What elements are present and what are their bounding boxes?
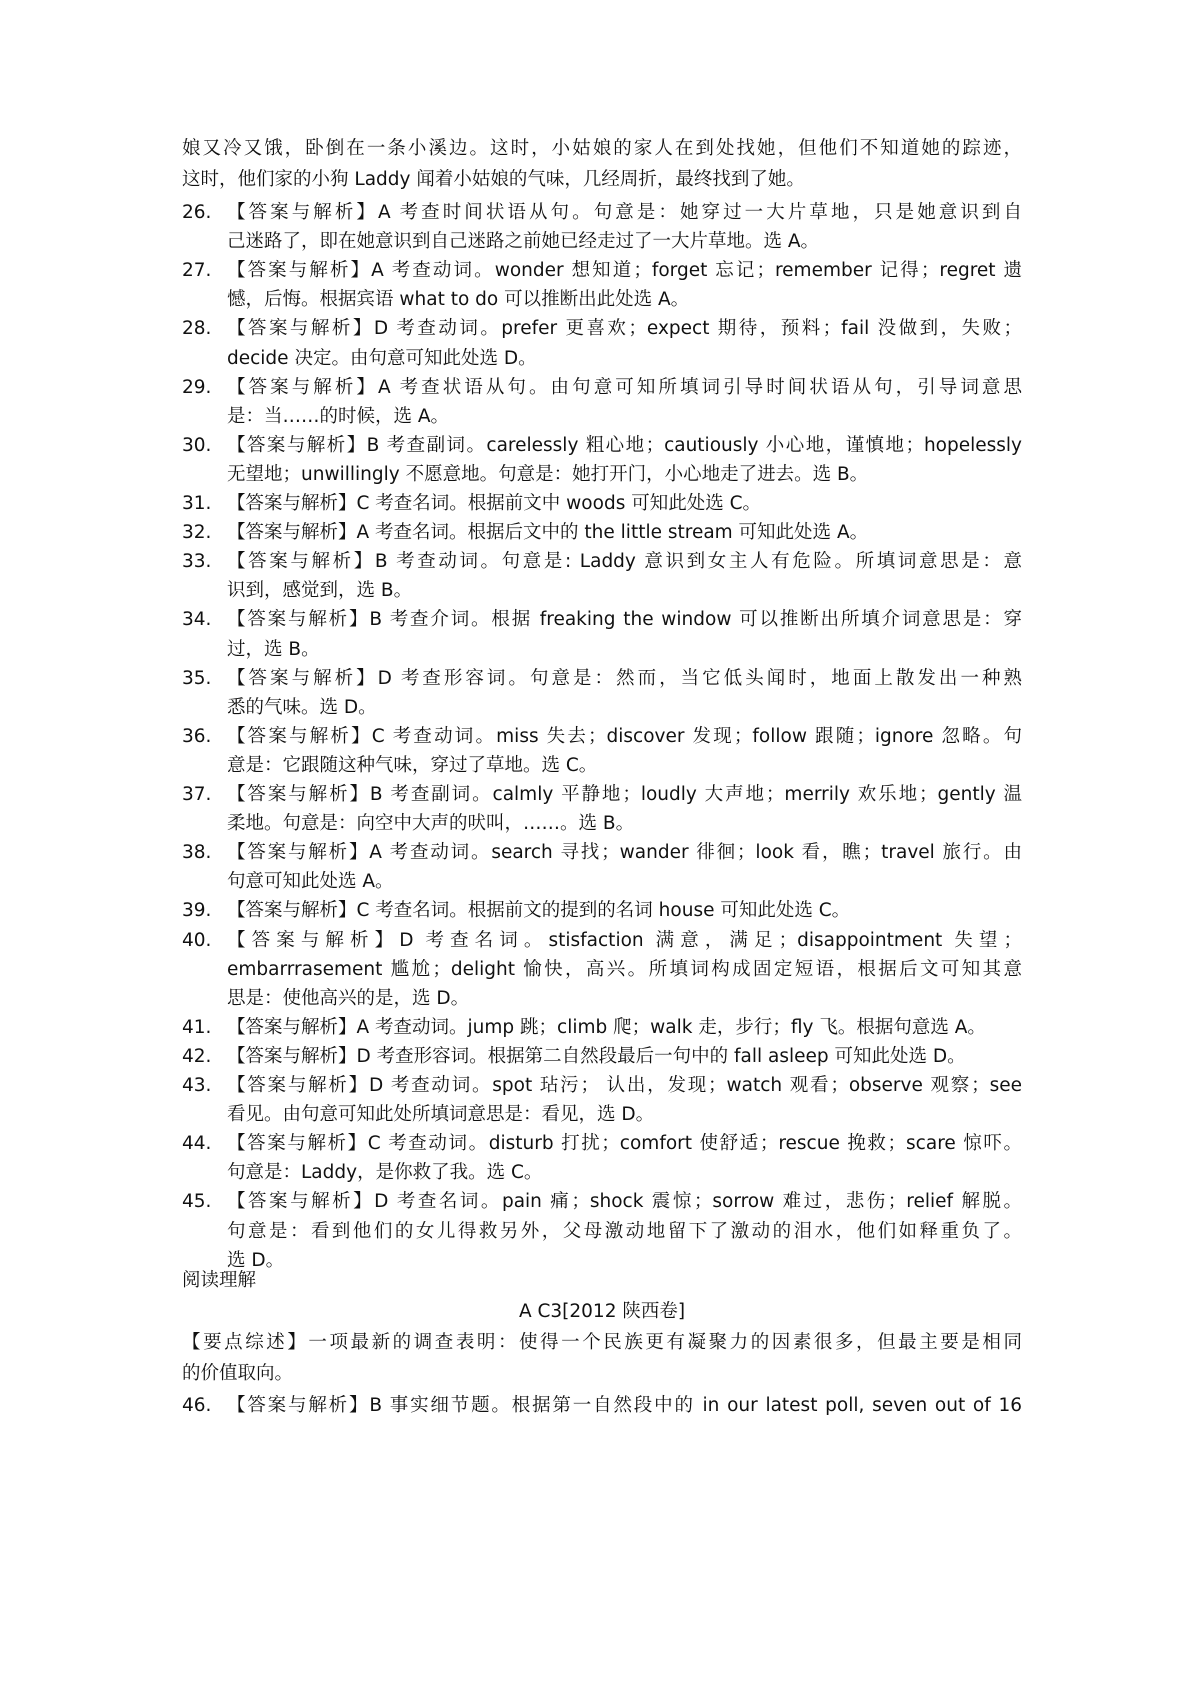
- answer-line: 【答案与解析】B 事实细节题。根据第一自然段中的 in our latest poll, seven out of 16: [227, 1395, 1022, 1416]
- answer-line: 【答案与解析】D 考查名词。pain 痛；shock 震惊；sorrow 难过，悲伤；relief 解脱。: [227, 1191, 1022, 1213]
- answer-line: 是：当……的时候，选 A。: [227, 405, 450, 427]
- answer-number: 43.: [182, 1075, 212, 1096]
- answer-line: 【答案与解析】B 考查副词。calmly 平静地；loudly 大声地；merrily 欢乐地；gently 温: [227, 784, 1022, 805]
- answer-line: 句意可知此处选 A。: [227, 871, 394, 893]
- answer-number: 41.: [182, 1016, 212, 1038]
- answer-line: 【答案与解析】D 考查名词。stisfaction 满意，满足；disappointment 失望；: [227, 929, 1022, 951]
- answer-number: 33.: [182, 551, 212, 573]
- answer-number: 32.: [182, 522, 212, 544]
- answer-line: 【答案与解析】A 考查状语从句。由句意可知所填词引导时间状语从句，引导词意思: [227, 376, 1022, 398]
- answer-line: 己迷路了，即在她意识到自己迷路之前她已经走过了一大片草地。选 A。: [227, 231, 820, 253]
- answer-line: decide 决定。由句意可知此处选 D。: [227, 347, 537, 369]
- answer-line: 【答案与解析】B 考查介词。根据 freaking the window 可以推断出所填介词意思是：穿: [227, 609, 1022, 631]
- answer-line: 【答案与解析】B 考查副词。carelessly 粗心地；cautiously 小心地，谨慎地；hopelessly: [227, 434, 1022, 456]
- answer-line: 【答案与解析】D 考查形容词。根据第二自然段最后一句中的 fall asleep 可知此处选 D。: [227, 1045, 966, 1067]
- answer-line: 思是：使他高兴的是，选 D。: [227, 987, 470, 1009]
- answer-number: 40.: [182, 929, 212, 951]
- answer-line: 【答案与解析】A 考查动词。search 寻找；wander 徘徊；look 看，瞧；travel 旅行。由: [227, 842, 1022, 864]
- answer-number: 30.: [182, 434, 212, 456]
- intro-line-1: 娘又冷又饿，卧倒在一条小溪边。这时，小姑娘的家人在到处找她，但他们不知道她的踪迹，: [182, 138, 1022, 159]
- answer-number: 29.: [182, 376, 212, 398]
- answer-line: 识到，感觉到，选 B。: [227, 580, 413, 602]
- answer-number: 28.: [182, 318, 212, 340]
- answer-number: 46.: [182, 1395, 212, 1416]
- answer-number: 26.: [182, 202, 212, 223]
- answer-line: 【答案与解析】C 考查动词。disturb 打扰；comfort 使舒适；rescue 挽救；scare 惊吓。: [227, 1133, 1022, 1155]
- answer-number: 37.: [182, 784, 212, 805]
- answer-number: 31.: [182, 493, 212, 514]
- answer-line: 【答案与解析】A 考查动词。jump 跳；climb 爬；walk 走，步行；fly 飞。根据句意选 A。: [227, 1016, 986, 1038]
- answer-number: 35.: [182, 667, 212, 689]
- answer-number: 44.: [182, 1133, 212, 1155]
- answer-line: 【答案与解析】B 考查动词。句意是: Laddy 意识到女主人有危险。所填词意思是：意: [227, 551, 1022, 573]
- answer-number: 45.: [182, 1191, 212, 1213]
- answer-number: 42.: [182, 1045, 212, 1067]
- answer-line: 悉的气味。选 D。: [227, 696, 377, 718]
- answer-line: 意是：它跟随这种气味，穿过了草地。选 C。: [227, 754, 598, 776]
- answer-number: 36.: [182, 725, 212, 747]
- section-title: 阅读理解: [182, 1270, 257, 1291]
- intro-line-2: 这时，他们家的小狗 Laddy 闻着小姑娘的气味，几经周折，最终找到了她。: [182, 169, 805, 190]
- answer-number: 39.: [182, 900, 212, 922]
- answer-line: 【答案与解析】D 考查形容词。句意是：然而，当它低头闻时，地面上散发出一种熟: [227, 667, 1022, 689]
- answer-line: 【答案与解析】C 考查名词。根据前文的提到的名词 house 可知此处选 C。: [227, 900, 851, 922]
- answer-line: 看见。由句意可知此处所填词意思是：看见，选 D。: [227, 1104, 655, 1126]
- answer-line: 【答案与解析】A 考查动词。wonder 想知道；forget 忘记；remember 记得；regret 遗: [227, 260, 1022, 282]
- answer-number: 27.: [182, 260, 212, 282]
- summary-line-1: 【要点综述】一项最新的调查表明：使得一个民族更有凝聚力的因素很多，但最主要是相同: [182, 1332, 1022, 1353]
- answer-line: 【答案与解析】D 考查动词。prefer 更喜欢；expect 期待，预料；fail 没做到，失败；: [227, 318, 1022, 340]
- answer-line: 柔地。句意是：向空中大声的吠叫，……。选 B。: [227, 813, 635, 835]
- answer-line: 句意是：看到他们的女儿得救另外，父母激动地留下了激动的泪水，他们如释重负了。: [227, 1220, 1022, 1242]
- answer-line: 过，选 B。: [227, 638, 320, 660]
- answer-line: 【答案与解析】D 考查动词。spot 玷污； 认出，发现；watch 观看；observe 观察；see: [227, 1075, 1022, 1096]
- answer-line: 憾，后悔。根据宾语 what to do 可以推断出此处选 A。: [227, 289, 690, 311]
- subsection-title: A C3[2012 陕西卷]: [518, 1301, 686, 1322]
- answer-line: embarrrasement 尴尬；delight 愉快，高兴。所填词构成固定短语，根据后文可知其意: [227, 958, 1022, 980]
- summary-line-2: 的价值取向。: [182, 1363, 294, 1384]
- answer-line: 【答案与解析】C 考查动词。miss 失去；discover 发现；follow 跟随；ignore 忽略。句: [227, 725, 1022, 747]
- answer-line: 【答案与解析】A 考查名词。根据后文中的 the little stream 可知此处选 A。: [227, 522, 869, 544]
- answer-line: 无望地；unwillingly 不愿意地。句意是：她打开门，小心地走了进去。选 B。: [227, 463, 869, 485]
- answer-number: 38.: [182, 842, 212, 864]
- answer-number: 34.: [182, 609, 212, 631]
- answer-line: 【答案与解析】C 考查名词。根据前文中 woods 可知此处选 C。: [227, 493, 762, 514]
- answer-line: 【答案与解析】A 考查时间状语从句。句意是：她穿过一大片草地，只是她意识到自: [227, 202, 1022, 223]
- answer-line: 选 D。: [227, 1249, 285, 1271]
- answer-line: 句意是：Laddy，是你救了我。选 C。: [227, 1162, 543, 1184]
